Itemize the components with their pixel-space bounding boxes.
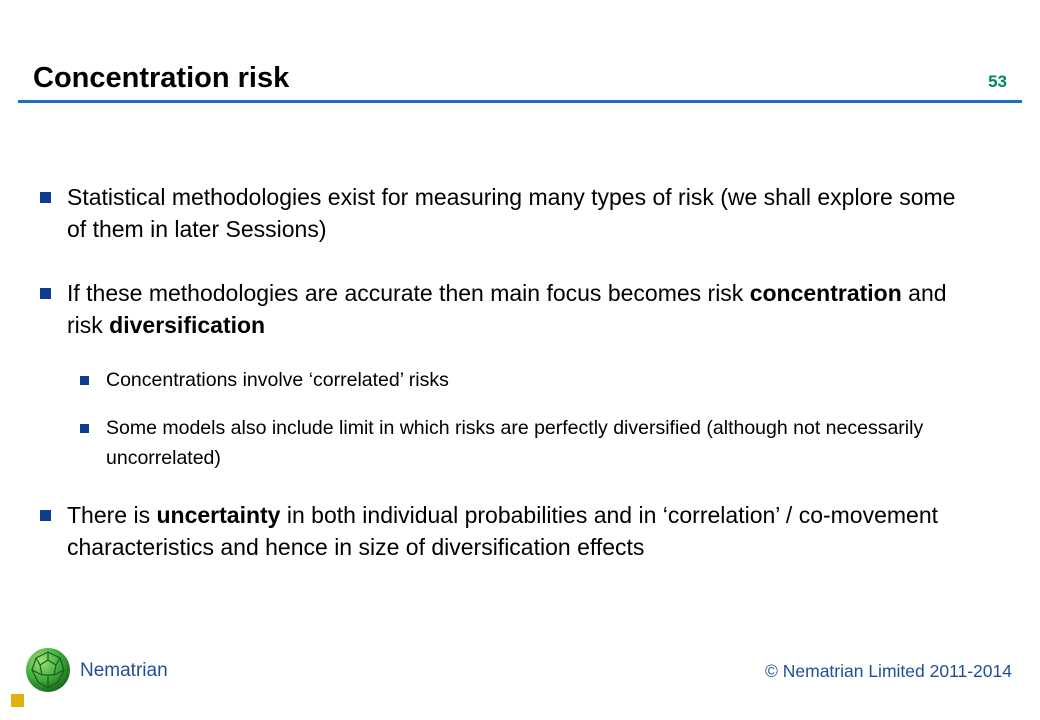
bullet-item [40, 181, 980, 245]
bullet-item [40, 277, 980, 341]
bullet-text [106, 413, 1000, 473]
title-divider [18, 100, 1022, 103]
bullet-item [40, 499, 980, 563]
bold-term: diversification [109, 312, 266, 338]
bullet-text [67, 181, 980, 245]
footer-copyright: © Nematrian Limited 2011-2014 [764, 661, 1012, 681]
page-number: 53 [988, 72, 1007, 91]
square-bullet-icon [40, 288, 51, 299]
square-bullet-icon [40, 192, 51, 203]
bullet-text [67, 277, 980, 341]
bullet-text-part: Some models also include limit in which risks are perfectly diversified (although not necessarily uncorrelated) [106, 417, 924, 469]
bold-term: concentration [749, 280, 902, 306]
bullet-text [106, 365, 449, 395]
bullet-text-part: Concentrations involve ‘correlated’ risks [106, 369, 449, 391]
sub-bullet-item [80, 413, 1000, 473]
slide-title: Concentration risk [33, 62, 290, 94]
bullet-text-part: If these methodologies are accurate then main focus becomes risk [67, 280, 750, 306]
bullet-text-part: and risk [67, 280, 947, 338]
bullet-text-part: There is [67, 502, 157, 528]
accent-square [11, 694, 24, 707]
square-bullet-icon [40, 510, 51, 521]
square-bullet-icon [80, 424, 89, 433]
bullet-text [67, 499, 980, 563]
bullet-text-part: in both individual probabilities and in ‘correlation’ / co-movement characteristics and hence in size of diversification effects [67, 502, 939, 560]
sub-bullet-item [80, 365, 1000, 395]
bold-term: uncertainty [156, 502, 281, 528]
square-bullet-icon [80, 376, 89, 385]
bullet-text-part: Statistical methodologies exist for measuring many types of risk (we shall explore some of them in later Sessions) [67, 184, 956, 242]
green-polyhedron-logo-icon [24, 646, 72, 694]
footer-brand: Nematrian [80, 660, 168, 681]
